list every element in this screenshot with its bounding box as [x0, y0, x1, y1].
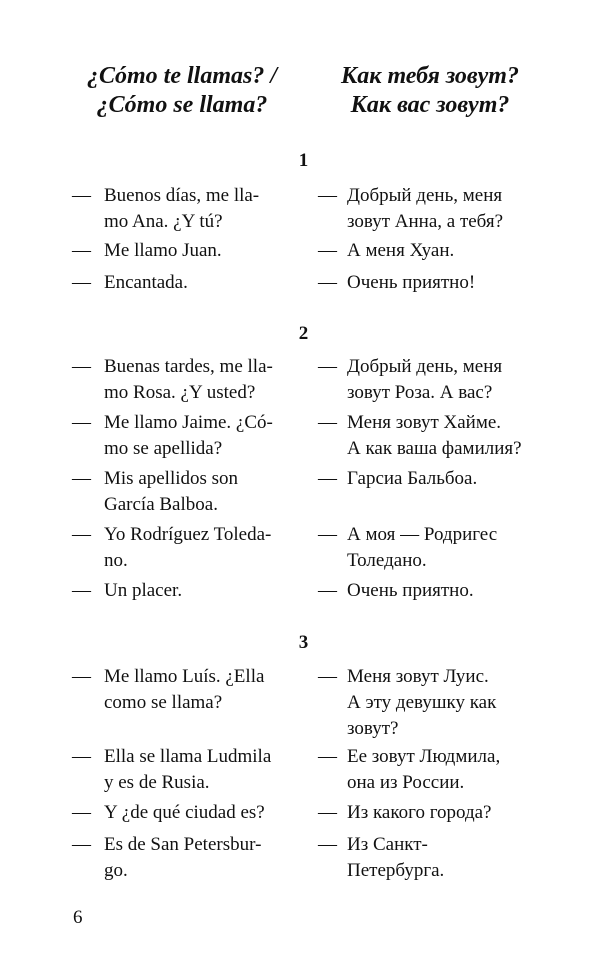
dash-marker: — [318, 524, 337, 545]
spanish-line [104, 744, 294, 796]
dash-marker: — [318, 666, 337, 687]
dash-marker: — [72, 272, 91, 293]
dash-marker: — [318, 185, 337, 206]
section-number: 2 [298, 323, 309, 344]
text-line: Me llamo Juan. [104, 240, 222, 261]
text-line: Mis apellidos son [104, 468, 239, 489]
spanish-line [104, 238, 294, 264]
text-line: Петербурга. [347, 860, 445, 881]
dash-marker: — [318, 580, 337, 601]
text-line: Buenos días, me lla- [104, 185, 260, 206]
text-line: Y ¿de qué ciudad es? [104, 802, 265, 823]
russian-line [347, 578, 547, 604]
text-line: mo se apellida? [104, 438, 223, 459]
text-line: Очень приятно! [347, 272, 476, 293]
russian-line [347, 466, 547, 492]
russian-line [347, 183, 547, 235]
text-line: она из России. [347, 772, 465, 793]
russian-line [347, 744, 547, 796]
text-line: García Balboa. [104, 494, 218, 515]
text-line: Me llamo Luís. ¿Ella [104, 666, 265, 687]
text-line: y es de Rusia. [104, 772, 210, 793]
russian-line [347, 800, 547, 826]
dash-marker: — [72, 834, 91, 855]
title-russian-line: Как вас зовут? [350, 92, 510, 118]
text-line: Добрый день, меня [347, 356, 503, 377]
spanish-line [104, 664, 294, 716]
spanish-line [104, 522, 294, 574]
dash-marker: — [318, 356, 337, 377]
text-line: Ее зовут Людмила, [347, 746, 501, 767]
dash-marker: — [72, 746, 91, 767]
text-line: зовут? [347, 718, 399, 739]
spanish-line [104, 832, 294, 884]
russian-line [347, 270, 547, 296]
text-line: Un placer. [104, 580, 183, 601]
text-line: Из какого города? [347, 802, 492, 823]
dash-marker: — [318, 834, 337, 855]
text-line: Добрый день, меня [347, 185, 503, 206]
spanish-line [104, 466, 294, 518]
dash-marker: — [318, 802, 337, 823]
text-line: Толедано. [347, 550, 427, 571]
russian-line [347, 522, 547, 574]
text-line: como se llama? [104, 692, 223, 713]
spanish-line [104, 354, 294, 406]
page-number: 6 [73, 907, 83, 928]
text-line: Меня зовут Хайме. [347, 412, 502, 433]
text-line: А как ваша фамилия? [347, 438, 522, 459]
text-line: А меня Хуан. [347, 240, 455, 261]
text-line: go. [104, 860, 128, 881]
dash-marker: — [318, 746, 337, 767]
text-line: mo Rosa. ¿Y usted? [104, 382, 256, 403]
spanish-line [104, 578, 294, 604]
dash-marker: — [72, 802, 91, 823]
text-line: Yo Rodríguez Toleda- [104, 524, 272, 545]
text-line: Гарсиа Бальбоа. [347, 468, 478, 489]
text-line: зовут Анна, а тебя? [347, 211, 504, 232]
text-line: Es de San Petersbur- [104, 834, 262, 855]
russian-line [347, 354, 547, 406]
title-spanish-line: ¿Cómo te llamas? / [86, 63, 277, 89]
text-line: mo Ana. ¿Y tú? [104, 211, 223, 232]
dash-marker: — [318, 240, 337, 261]
section-number: 1 [298, 150, 309, 171]
spanish-line [104, 183, 294, 235]
text-line: А моя — Родригес [347, 524, 498, 545]
spanish-line [104, 410, 294, 462]
dash-marker: — [72, 580, 91, 601]
text-line: зовут Роза. А вас? [347, 382, 493, 403]
title-spanish [57, 62, 307, 120]
dash-marker: — [318, 272, 337, 293]
dash-marker: — [72, 356, 91, 377]
dash-marker: — [72, 468, 91, 489]
title-spanish-line: ¿Cómo se llama? [96, 92, 268, 118]
dash-marker: — [72, 666, 91, 687]
spanish-line [104, 270, 294, 296]
text-line: Ella se llama Ludmila [104, 746, 272, 767]
dash-marker: — [72, 240, 91, 261]
dash-marker: — [72, 524, 91, 545]
dash-marker: — [318, 468, 337, 489]
russian-line [347, 238, 547, 264]
text-line: Me llamo Jaime. ¿Có- [104, 412, 273, 433]
dash-marker: — [72, 185, 91, 206]
text-line: А эту девушку как [347, 692, 497, 713]
spanish-line [104, 800, 294, 826]
text-line: Меня зовут Луис. [347, 666, 489, 687]
title-russian-line: Как тебя зовут? [341, 63, 519, 89]
russian-line [347, 664, 547, 742]
text-line: Buenas tardes, me lla- [104, 356, 273, 377]
text-line: Из Санкт- [347, 834, 428, 855]
text-line: no. [104, 550, 128, 571]
russian-line [347, 832, 547, 884]
section-number: 3 [298, 632, 309, 653]
text-line: Очень приятно. [347, 580, 474, 601]
russian-line [347, 410, 547, 462]
text-line: Encantada. [104, 272, 188, 293]
dash-marker: — [72, 412, 91, 433]
title-russian [305, 62, 555, 120]
dash-marker: — [318, 412, 337, 433]
